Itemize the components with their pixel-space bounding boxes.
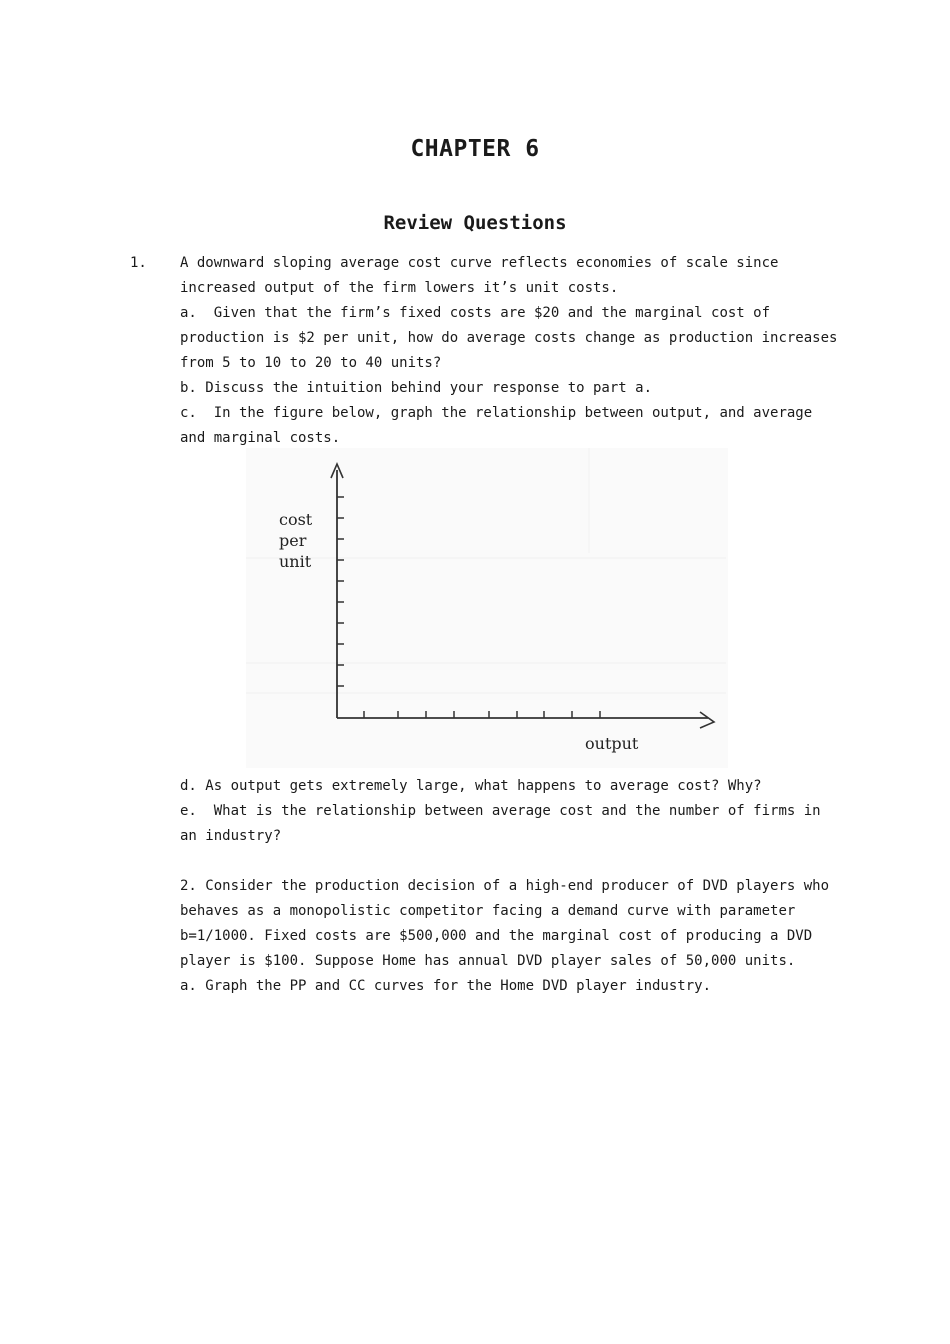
y-axis-label-line-3: unit [279, 552, 312, 571]
question-1-part-a: a. Given that the firm’s fixed costs are $20 and the marginal cost of production is $2 per unit, how do average costs change as production increases from 5 to 10 to 20 to 40 units? [180, 305, 846, 371]
figure-background [246, 448, 728, 768]
question-1-part-e: e. What is the relationship between average cost and the number of firms in an industry? [180, 803, 830, 844]
question-2-text: 2. Consider the production decision of a high-end producer of DVD players who behaves as a monopolistic competitor facing a demand curve with parameter b=1/1000. Fixed costs are $500,000 and the marginal cost of producing a DVD player is $100. Suppose Home has annual DVD player sales of 50,000 units. [180, 878, 838, 969]
cost-output-figure [246, 448, 728, 768]
y-axis-label-line-2: per [279, 531, 307, 550]
blank-graph-axes [246, 448, 728, 768]
chapter-title: CHAPTER 6 [410, 136, 540, 162]
question-1-number: 1. [130, 255, 147, 271]
x-axis-label: output [585, 734, 639, 753]
y-axis-label-line-1: cost [279, 510, 313, 529]
section-title: Review Questions [383, 212, 567, 234]
question-1-part-c: c. In the figure below, graph the relationship between output, and average and marginal costs. [180, 405, 821, 446]
question-2-part-a: a. Graph the PP and CC curves for the Home DVD player industry. [180, 978, 712, 994]
question-1-intro: A downward sloping average cost curve reflects economies of scale since increased output of the firm lowers it’s unit costs. [180, 255, 787, 296]
question-1-part-d: d. As output gets extremely large, what happens to average cost? Why? [180, 778, 762, 794]
question-1-part-b: b. Discuss the intuition behind your response to part a. [180, 380, 653, 396]
